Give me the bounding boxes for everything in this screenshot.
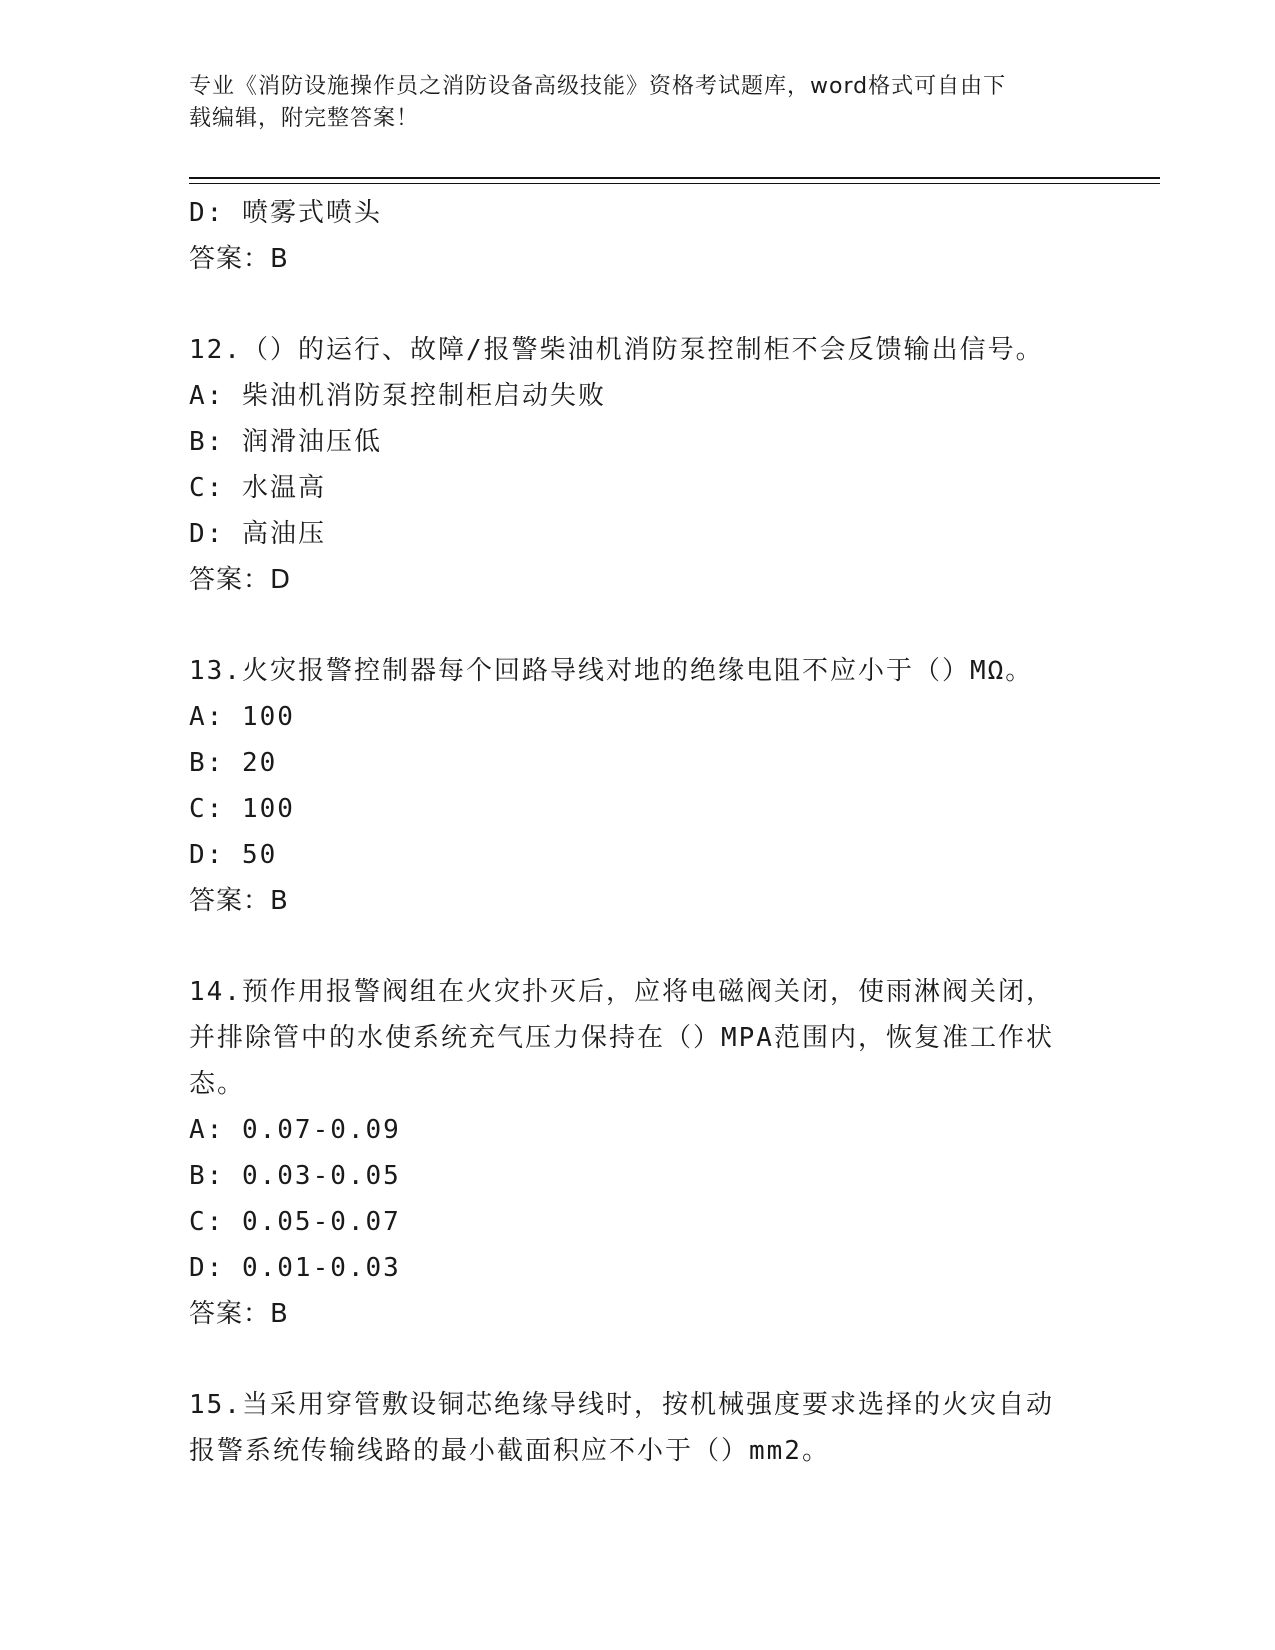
- document-header: [189, 71, 1069, 135]
- option-b: B: 20: [189, 748, 278, 778]
- answer: 答案：B: [189, 244, 289, 274]
- option-d: D: 高油压: [189, 519, 326, 549]
- question-stem-line-3: 态。: [189, 1069, 246, 1099]
- option-b: B: 0.03-0.05: [189, 1161, 401, 1191]
- header-rule-thick: [189, 177, 1160, 179]
- option-d: D: 50: [189, 840, 278, 870]
- option-c: C: 水温高: [189, 473, 326, 503]
- question-15: [189, 1382, 1089, 1474]
- option-b: B: 润滑油压低: [189, 427, 382, 457]
- option-d: D: 0.01-0.03: [189, 1253, 401, 1283]
- question-11-tail: [189, 190, 1089, 282]
- question-list: [189, 190, 1089, 1474]
- question-13: [189, 648, 1089, 924]
- question-stem-line-2: 并排除管中的水使系统充气压力保持在（）MPA范围内，恢复准工作状: [189, 1023, 1054, 1053]
- question-stem-line-2: 报警系统传输线路的最小截面积应不小于（）mm2。: [189, 1436, 830, 1466]
- question-14: [189, 969, 1089, 1337]
- option-a: A: 柴油机消防泵控制柜启动失败: [189, 381, 606, 411]
- option-a: A: 100: [189, 702, 295, 732]
- question-stem: 12.（）的运行、故障/报警柴油机消防泵控制柜不会反馈输出信号。: [189, 335, 1044, 365]
- header-line-2: 载编辑，附完整答案！: [189, 106, 420, 131]
- question-12: [189, 327, 1089, 603]
- option-c: C: 0.05-0.07: [189, 1207, 401, 1237]
- option-c: C: 100: [189, 794, 295, 824]
- option-a: A: 0.07-0.09: [189, 1115, 401, 1145]
- answer: 答案：B: [189, 1299, 289, 1329]
- answer: 答案：D: [189, 565, 292, 595]
- header-line-1: 专业《消防设施操作员之消防设备高级技能》资格考试题库，word格式可自由下: [189, 74, 1007, 99]
- question-stem-line-1: 14.预作用报警阀组在火灾扑灭后，应将电磁阀关闭，使雨淋阀关闭，: [189, 977, 1054, 1007]
- header-rule-thin: [189, 183, 1160, 184]
- option-d: D: 喷雾式喷头: [189, 198, 382, 228]
- question-stem-line-1: 15.当采用穿管敷设铜芯绝缘导线时，按机械强度要求选择的火灾自动: [189, 1390, 1054, 1420]
- answer: 答案：B: [189, 886, 289, 916]
- question-stem: 13.火灾报警控制器每个回路导线对地的绝缘电阻不应小于（）MΩ。: [189, 656, 1034, 686]
